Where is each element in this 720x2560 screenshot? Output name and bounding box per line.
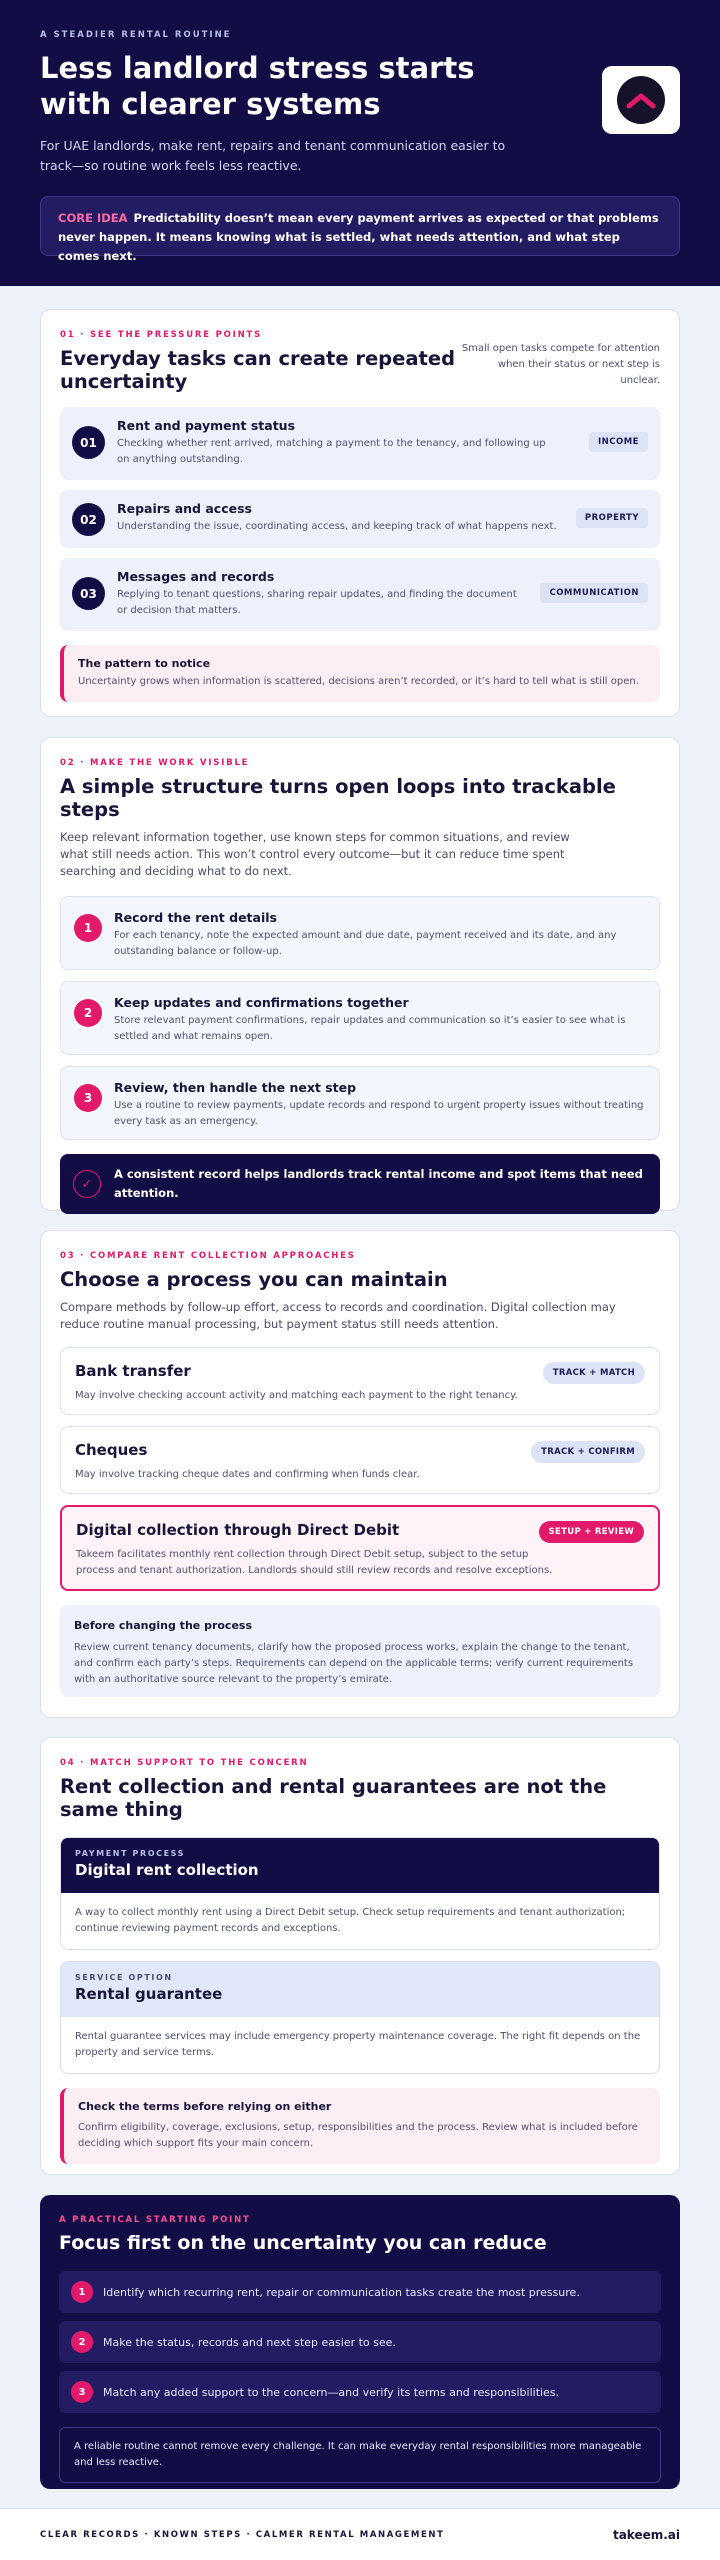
item-tag: INCOME [589, 432, 648, 452]
item-title: Messages and records [117, 569, 275, 584]
step-item [60, 1066, 660, 1140]
before-changing-box [60, 1605, 660, 1697]
final-eyebrow: A PRACTICAL STARTING POINT [59, 2215, 251, 2225]
footer-brand-link[interactable]: takeem.ai [612, 2527, 680, 2542]
section-eyebrow: 03 · COMPARE RENT COLLECTION APPROACHES [60, 1251, 356, 1261]
method-text: May involve checking account activity and matching each payment to the right tenancy. [75, 1390, 518, 1401]
method-bank-transfer [60, 1347, 660, 1415]
pressure-item [60, 407, 660, 480]
final-number: 1 [71, 2281, 93, 2303]
support-eyebrow: SERVICE OPTION [75, 1973, 173, 1982]
item-tag: COMMUNICATION [540, 583, 648, 603]
practical-starting-point [40, 2195, 680, 2489]
hero-eyebrow: A STEADIER RENTAL ROUTINE [40, 30, 232, 40]
section-eyebrow: 04 · MATCH SUPPORT TO THE CONCERN [60, 1758, 309, 1768]
section-title: Rent collection and rental guarantees are not the same thing [60, 1775, 607, 1821]
banner-text: A consistent record helps landlords track rental income and spot items that need attention. [114, 1167, 643, 1200]
method-title: Bank transfer [75, 1362, 191, 1380]
terms-note [60, 2088, 660, 2164]
method-title: Digital collection through Direct Debit [76, 1521, 400, 1539]
pattern-note [60, 645, 660, 702]
method-pill: TRACK + MATCH [543, 1362, 645, 1384]
section-make-visible [40, 737, 680, 1211]
step-text: Store relevant payment confirmations, repair updates and communication so it’s easier to see what is settled and what remains open. [114, 1015, 626, 1042]
support-eyebrow: PAYMENT PROCESS [75, 1849, 186, 1858]
core-idea-text: Predictability doesn’t mean every payment arrives as expected or that problems never happen. It means knowing what is settled, what needs attention, and what step comes next. [58, 211, 659, 263]
note-title: Before changing the process [74, 1619, 252, 1632]
step-item [60, 896, 660, 970]
item-title: Repairs and access [117, 501, 252, 516]
step-number: 2 [74, 999, 102, 1027]
footer [0, 2508, 720, 2560]
core-idea-label: CORE IDEA [58, 211, 128, 225]
final-text: Identify which recurring rent, repair or communication tasks create the most pressure. [103, 2285, 580, 2299]
section-title: A simple structure turns open loops into trackable steps [60, 775, 616, 821]
method-cheques [60, 1426, 660, 1494]
final-row [59, 2271, 661, 2313]
step-text: For each tenancy, note the expected amount and due date, payment received and its date, and any outstanding balance or follow-up. [114, 930, 617, 957]
step-title: Review, then handle the next step [114, 1080, 357, 1095]
final-number: 2 [71, 2331, 93, 2353]
pressure-item [60, 490, 660, 548]
method-title: Cheques [75, 1441, 148, 1459]
final-text: Match any added support to the concern—and verify its terms and responsibilities. [103, 2385, 560, 2399]
final-row [59, 2321, 661, 2363]
method-text: May involve tracking cheque dates and confirming when funds clear. [75, 1469, 420, 1480]
note-title: Check the terms before relying on either [78, 2100, 332, 2113]
item-number: 01 [72, 426, 105, 459]
item-text: Checking whether rent arrived, matching a payment to the tenancy, and following up on anything outstanding. [117, 438, 546, 465]
hero-title: Less landlord stress starts with clearer systems [40, 51, 475, 121]
step-number: 3 [74, 1084, 102, 1112]
section-desc: Keep relevant information together, use known steps for common situations, and review what still needs action. This won’t control every outcome—but it can reduce time spent searching and deciding what to do next. [60, 830, 570, 878]
item-number: 02 [72, 503, 105, 536]
section-title: Everyday tasks can create repeated uncertainty [60, 347, 456, 393]
item-text: Understanding the issue, coordinating access, and keeping track of what happens next. [117, 521, 557, 532]
method-pill: SETUP + REVIEW [539, 1521, 644, 1543]
method-text: Takeem facilitates monthly rent collection through Direct Debit setup, subject to the setup process and tenant authorization. Landlords should still review records and resolve exceptions. [76, 1549, 553, 1576]
support-rental-guarantee [60, 1961, 660, 2074]
section-eyebrow: 01 · SEE THE PRESSURE POINTS [60, 330, 263, 340]
final-note: A reliable routine cannot remove every challenge. It can make everyday rental responsibilities more manageable and less reactive. [59, 2427, 661, 2483]
section-pressure-points [40, 309, 680, 717]
check-icon: ✓ [73, 1170, 101, 1198]
hero-subtitle: For UAE landlords, make rent, repairs and tenant communication easier to track—so routine work feels less reactive. [40, 138, 506, 173]
support-digital-collection [60, 1837, 660, 1950]
brand-logo [602, 66, 680, 134]
section-compare-approaches [40, 1230, 680, 1718]
logo-mark-icon [617, 76, 665, 124]
item-title: Rent and payment status [117, 418, 296, 433]
support-text: Rental guarantee services may include emergency property maintenance coverage. The right fit depends on the property and service terms. [61, 2017, 659, 2073]
record-banner [60, 1154, 660, 1214]
footer-tagline: CLEAR RECORDS · KNOWN STEPS · CALMER RENTAL MANAGEMENT [40, 2529, 445, 2540]
final-text: Make the status, records and next step easier to see. [103, 2335, 396, 2349]
note-text: Uncertainty grows when information is scattered, decisions aren’t recorded, or it’s hard to tell what is still open. [78, 676, 639, 687]
step-text: Use a routine to review payments, update records and respond to urgent property issues without treating every task as an emergency. [114, 1100, 644, 1127]
step-number: 1 [74, 914, 102, 942]
method-pill: TRACK + CONFIRM [531, 1441, 645, 1463]
final-row [59, 2371, 661, 2413]
item-tag: PROPERTY [576, 508, 648, 528]
item-number: 03 [72, 577, 105, 610]
core-idea-box [40, 196, 680, 263]
note-title: The pattern to notice [78, 657, 211, 670]
step-title: Keep updates and confirmations together [114, 995, 409, 1010]
support-title: Rental guarantee [75, 1985, 223, 2003]
hero-section [0, 0, 720, 286]
step-item [60, 981, 660, 1055]
section-desc: Compare methods by follow-up effort, access to records and coordination. Digital collection may reduce routine manual processing, but payment status still needs attention. [60, 1300, 616, 1331]
section-eyebrow: 02 · MAKE THE WORK VISIBLE [60, 758, 250, 768]
note-text: Confirm eligibility, coverage, exclusions, setup, responsibilities and the process. Review what is included before deciding which support fits your main concern. [78, 2122, 638, 2149]
support-title: Digital rent collection [75, 1861, 259, 1879]
section-side-note: Small open tasks compete for attention when their status or next step is unclear. [461, 343, 660, 386]
section-title: Choose a process you can maintain [60, 1268, 448, 1291]
section-match-support [40, 1737, 680, 2175]
final-title: Focus first on the uncertainty you can reduce [59, 2232, 547, 2254]
note-text: Review current tenancy documents, clarify how the proposed process works, explain the change to the tenant, and confirm each party’s steps. Requirements can depend on the applicable terms; verify current requirements with an authoritative source relevant to the property’s emirate. [74, 1642, 634, 1685]
pressure-item [60, 558, 660, 631]
item-text: Replying to tenant questions, sharing repair updates, and finding the document or decision that matters. [117, 589, 517, 616]
method-direct-debit [60, 1505, 660, 1591]
support-text: A way to collect monthly rent using a Direct Debit setup. Check setup requirements and tenant authorization; continue reviewing payment records and exceptions. [61, 1893, 659, 1949]
step-title: Record the rent details [114, 910, 277, 925]
final-number: 3 [71, 2381, 93, 2403]
